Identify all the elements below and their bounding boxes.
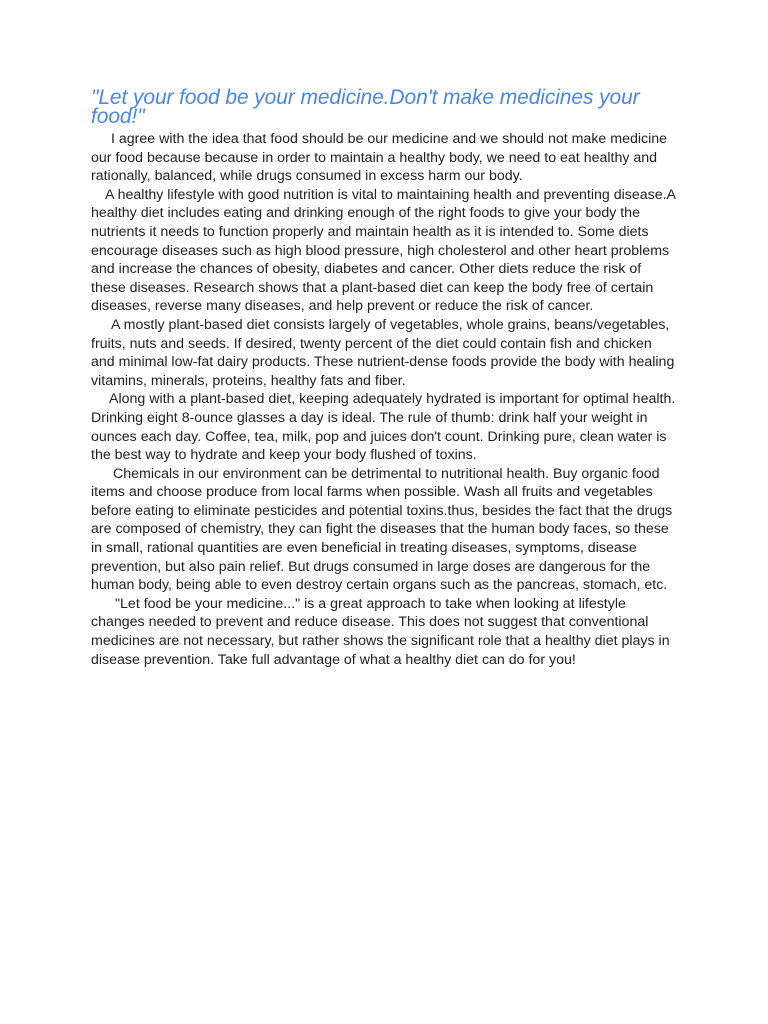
paragraph-hydration: Along with a plant-based diet, keeping adequately hydrated is important for optimal health. Drinking eight 8-ounce glasses a day is ideal. The rule of thumb: drink half your weight in ounces each day. Coffee, tea, milk, pop and juices don't count. Drinking pure, clean water is the best way to hydrate and keep your body flushed of toxins. bbox=[91, 391, 676, 464]
document-title: "Let your food be your medicine.Don't make medicines your food!" bbox=[91, 86, 640, 128]
document-body bbox=[91, 130, 679, 669]
paragraph-intro: I agree with the idea that food should be our medicine and we should not make medicine our food because because in order to maintain a healthy body, we need to eat healthy and rationally, balanced, while drugs consumed in excess harm our body. bbox=[91, 131, 668, 185]
paragraph-conclusion: "Let food be your medicine..." is a great approach to take when looking at lifestyle changes needed to prevent and reduce disease. This does not suggest that conventional medicines are not necessary, but rather shows the significant role that a healthy diet plays in disease prevention. Take full advantage of what a healthy diet can do for you! bbox=[91, 595, 670, 668]
paragraph-chemicals: Chemicals in our environment can be detrimental to nutritional health. Buy organic food items and choose produce from local farms when possible. Wash all fruits and vegetables before eating to eliminate pesticides and potential toxins.thus, besides the fact that the drugs are composed of chemistry, they can fight the diseases that the human body faces, so these in small, rational quantities are even beneficial in treating diseases, symptoms, disease prevention, but also pain relief. But drugs consumed in large doses are dangerous for the human body, being able to even destroy certain organs such as the pancreas, stomach, etc. bbox=[91, 465, 673, 594]
paragraph-plant-based-diet: A mostly plant-based diet consists largely of vegetables, whole grains, beans/vegetables, fruits, nuts and seeds. If desired, twenty percent of the diet could contain fish and chicken and minimal low-fat dairy products. These nutrient-dense foods provide the body with healing vitamins, minerals, proteins, healthy fats and fiber. bbox=[91, 316, 675, 389]
paragraph-healthy-lifestyle: A healthy lifestyle with good nutrition is vital to maintaining health and preventing disease.A healthy diet includes eating and drinking enough of the right foods to give your body the nutrients it needs to function properly and maintain health as it is intended to. Some diets encourage diseases such as high blood pressure, high cholesterol and other heart problems and increase the chances of obesity, diabetes and cancer. Other diets reduce the risk of these diseases. Research shows that a plant-based diet can keep the body free of certain diseases, reverse many diseases, and help prevent or reduce the risk of cancer. bbox=[91, 186, 676, 315]
